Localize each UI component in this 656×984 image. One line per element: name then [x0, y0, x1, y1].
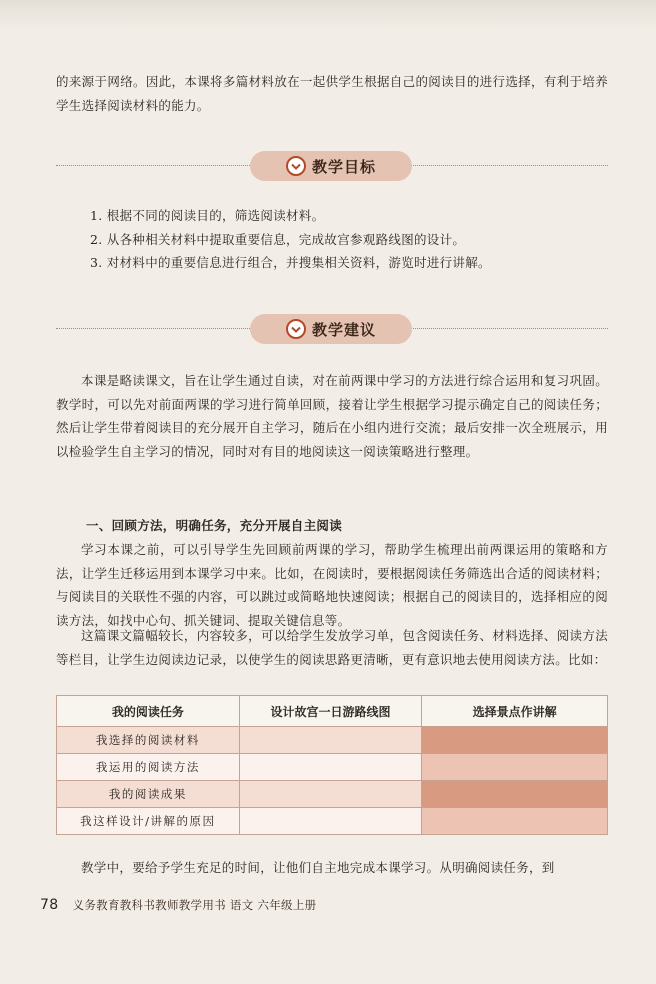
row-label: 我运用的阅读方法: [57, 754, 240, 781]
table-row: [57, 727, 608, 754]
section-title-goals: 教学目标: [311, 157, 376, 176]
suggest-paragraph-1: 本课是略读课文，旨在让学生通过自读，对在前两课中学习的方法进行综合运用和复习巩固。教学时，可以先对前面两课的学习进行简单回顾，接着让学生根据学习提示确定自己的阅读任务；然后让学生带着阅读目的充分展开自主学习，随后在小组内进行交流；最后安排一次全班展示，用以检验学生自主学习的情况，同时对有目的地阅读这一阅读策略进行整理。: [56, 373, 608, 459]
reading-worksheet-table: [56, 695, 608, 835]
intro-paragraph: 的来源于网络。因此，本课将多篇材料放在一起供学生根据自己的阅读目的进行选择，有利于培养学生选择阅读材料的能力。: [56, 74, 608, 113]
goals-list: [90, 204, 610, 275]
page-number: 78: [40, 897, 59, 913]
suggest-paragraph-2: 学习本课之前，可以引导学生先回顾前两课的学习，帮助学生梳理出前两课运用的策略和方法，让学生迁移运用到本课学习中来。比如，在阅读时，要根据阅读任务筛选出合适的阅读材料；与阅读目的关联性不强的内容，可以跳过或简略地快速阅读；根据自己的阅读目的，选择相应的阅读方法，如找中心句、抓关键词、提取关键信息等。: [56, 542, 608, 628]
table-header-cell: 选择景点作讲解: [422, 696, 608, 727]
table-header-cell: 设计故宫一日游路线图: [239, 696, 422, 727]
goal-item: 1. 根据不同的阅读目的，筛选阅读材料。: [90, 208, 325, 223]
check-circle-icon: [286, 156, 306, 176]
empty-cell: [239, 754, 422, 781]
row-label: 我这样设计/讲解的原因: [57, 808, 240, 835]
row-label: 我的阅读成果: [57, 781, 240, 808]
table-row: [57, 781, 608, 808]
empty-cell: [422, 727, 608, 754]
goal-item: 3. 对材料中的重要信息进行组合，并搜集相关资料，游览时进行讲解。: [90, 255, 491, 270]
empty-cell: [239, 808, 422, 835]
table-row: [57, 754, 608, 781]
table-header-row: [57, 696, 608, 727]
section-title-suggest: 教学建议: [311, 320, 376, 339]
suggest-paragraph-3: 这篇课文篇幅较长，内容较多，可以给学生发放学习单，包含阅读任务、材料选择、阅读方法等栏目，让学生边阅读边记录，以使学生的阅读思路更清晰，更有意识地去使用阅读方法。比如：: [56, 628, 608, 667]
row-label: 我选择的阅读材料: [57, 727, 240, 754]
closing-paragraph: 教学中，要给予学生充足的时间，让他们自主地完成本课学习。从明确阅读任务，到: [81, 860, 555, 875]
subheading-1: 一、回顾方法，明确任务，充分开展自主阅读: [86, 518, 343, 533]
book-title: 义务教育教科书教师教学用书 语文 六年级上册: [72, 898, 317, 912]
empty-cell: [422, 754, 608, 781]
section-header-goals: [250, 151, 412, 181]
page-footer: [40, 897, 316, 913]
check-circle-icon: [286, 319, 306, 339]
table-row: [57, 808, 608, 835]
empty-cell: [239, 781, 422, 808]
page-top-shadow: [0, 0, 656, 30]
section-header-suggest: [250, 314, 412, 344]
empty-cell: [422, 781, 608, 808]
empty-cell: [239, 727, 422, 754]
table-header-cell: 我的阅读任务: [57, 696, 240, 727]
empty-cell: [422, 808, 608, 835]
goal-item: 2. 从各种相关材料中提取重要信息，完成故宫参观路线图的设计。: [90, 231, 466, 247]
